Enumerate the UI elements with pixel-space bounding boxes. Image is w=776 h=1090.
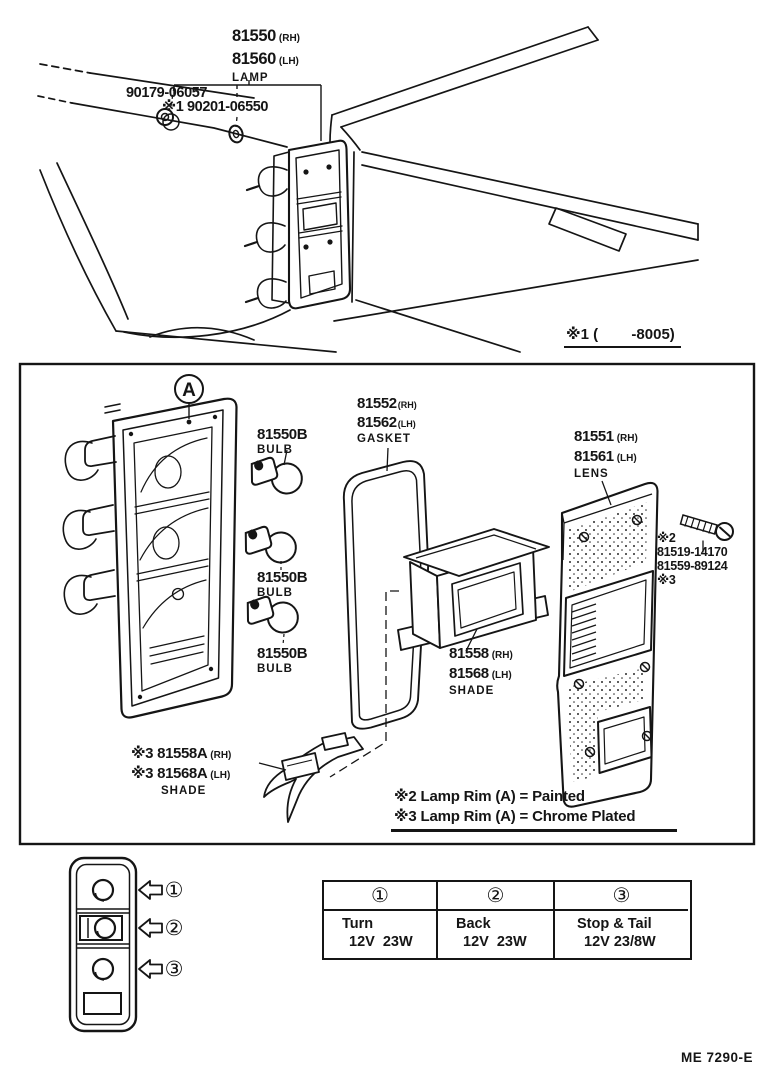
part-number: 81550 — [232, 27, 276, 45]
bulb-parts — [244, 450, 303, 645]
figure-code-text: ME 7290-E — [681, 1050, 754, 1065]
part-number: 81550B — [257, 426, 308, 443]
part-number: 81568A — [157, 765, 208, 782]
part-number: 81551 — [574, 428, 614, 445]
legend-markers — [165, 879, 184, 981]
side-rh: (RH) — [278, 33, 300, 44]
lamp-part-label — [232, 26, 300, 85]
footnote-mark: ※3 — [131, 765, 154, 782]
left-arrow-icon — [139, 960, 162, 978]
part-number: 81552 — [357, 395, 397, 412]
part-caption: GASKET — [357, 433, 411, 445]
washer-part-label — [162, 99, 268, 116]
part-number: 81562 — [357, 414, 397, 431]
bulb-spec-table — [322, 880, 692, 960]
shade-a-part-drawing — [259, 733, 363, 822]
applicability-range-note — [564, 326, 681, 348]
side-lh: (LH) — [397, 419, 416, 429]
marker-1: ① — [164, 879, 184, 902]
table-header-2: ② — [438, 882, 555, 911]
side-lh: (LH) — [210, 770, 231, 781]
bulb-function: Stop & Tail — [577, 916, 652, 932]
part-caption: SHADE — [449, 685, 495, 697]
side-rh: (RH) — [210, 750, 232, 761]
gasket-part-label — [357, 395, 417, 446]
part-caption: LAMP — [232, 72, 269, 84]
side-lh: (LH) — [491, 670, 512, 681]
bulb-part-label-2 — [257, 569, 307, 600]
footnote-mark: ※3 — [131, 745, 154, 762]
range-text: ※1 ( -8005) — [566, 326, 675, 343]
footnote-mark: ※3 — [657, 573, 676, 587]
notes-underline — [391, 829, 677, 832]
rim-notes — [394, 787, 635, 826]
part-number: 81560 — [232, 50, 276, 68]
bulb-part-label-1 — [257, 426, 307, 457]
part-number: 81558 — [449, 645, 489, 662]
part-number: 81550B — [257, 645, 308, 662]
table-cell-turn — [324, 911, 438, 958]
note-chrome: ※3 Lamp Rim (A) = Chrome Plated — [394, 807, 636, 825]
table-header-3: ③ — [555, 882, 688, 911]
marker-3: ③ — [164, 958, 184, 981]
marker-2: ② — [164, 917, 184, 940]
marker-a-letter: A — [182, 380, 196, 401]
bulb-rating: 12V 23/8W — [584, 933, 656, 950]
left-arrow-icon — [139, 881, 162, 899]
part-number: 90179-06057 — [126, 85, 208, 101]
screw-part-label — [657, 531, 727, 587]
part-caption: BULB — [257, 444, 293, 456]
legend-arrow-icons — [139, 881, 162, 978]
part-number: 81519-14170 — [657, 545, 728, 559]
part-caption: SHADE — [161, 785, 207, 797]
truck-rear-view — [38, 27, 698, 352]
shade-part-label — [449, 645, 513, 698]
lens-part-drawing — [557, 481, 657, 807]
bulb-rating: 12V 23W — [463, 933, 527, 950]
side-rh: (RH) — [491, 650, 513, 661]
lamp-back-view — [70, 858, 136, 1031]
footnote-mark: ※2 — [657, 531, 676, 545]
figure-code — [681, 1050, 753, 1066]
part-number: 81558A — [157, 745, 208, 762]
part-number: 81559-89124 — [657, 559, 728, 573]
bulb-function: Back — [456, 916, 491, 932]
bulb-function: Turn — [342, 916, 374, 932]
lamp-housing-part — [63, 399, 236, 718]
bulb-rating: 12V 23W — [349, 933, 413, 950]
part-number: 81568 — [449, 665, 489, 682]
table-header-1: ① — [324, 882, 438, 911]
side-rh: (RH) — [616, 433, 638, 444]
note-painted: ※2 Lamp Rim (A) = Painted — [394, 788, 585, 805]
part-number: 81550B — [257, 569, 308, 586]
shade-a-part-label — [131, 745, 231, 798]
left-arrow-icon — [139, 919, 162, 937]
side-rh: (RH) — [397, 400, 417, 410]
part-caption: LENS — [574, 468, 609, 480]
shade-part-drawing — [398, 529, 549, 651]
part-number: ※1 90201-06550 — [162, 99, 269, 115]
bulb-part-label-3 — [257, 645, 307, 676]
lens-part-label — [574, 428, 638, 481]
tail-lamp-assembly-mounted — [245, 141, 350, 309]
side-lh: (LH) — [278, 56, 299, 67]
part-number: 81561 — [574, 448, 614, 465]
part-caption: BULB — [257, 587, 293, 599]
table-cell-stop-tail — [555, 911, 688, 958]
part-caption: BULB — [257, 663, 293, 675]
table-cell-back — [438, 911, 555, 958]
side-lh: (LH) — [616, 453, 637, 464]
